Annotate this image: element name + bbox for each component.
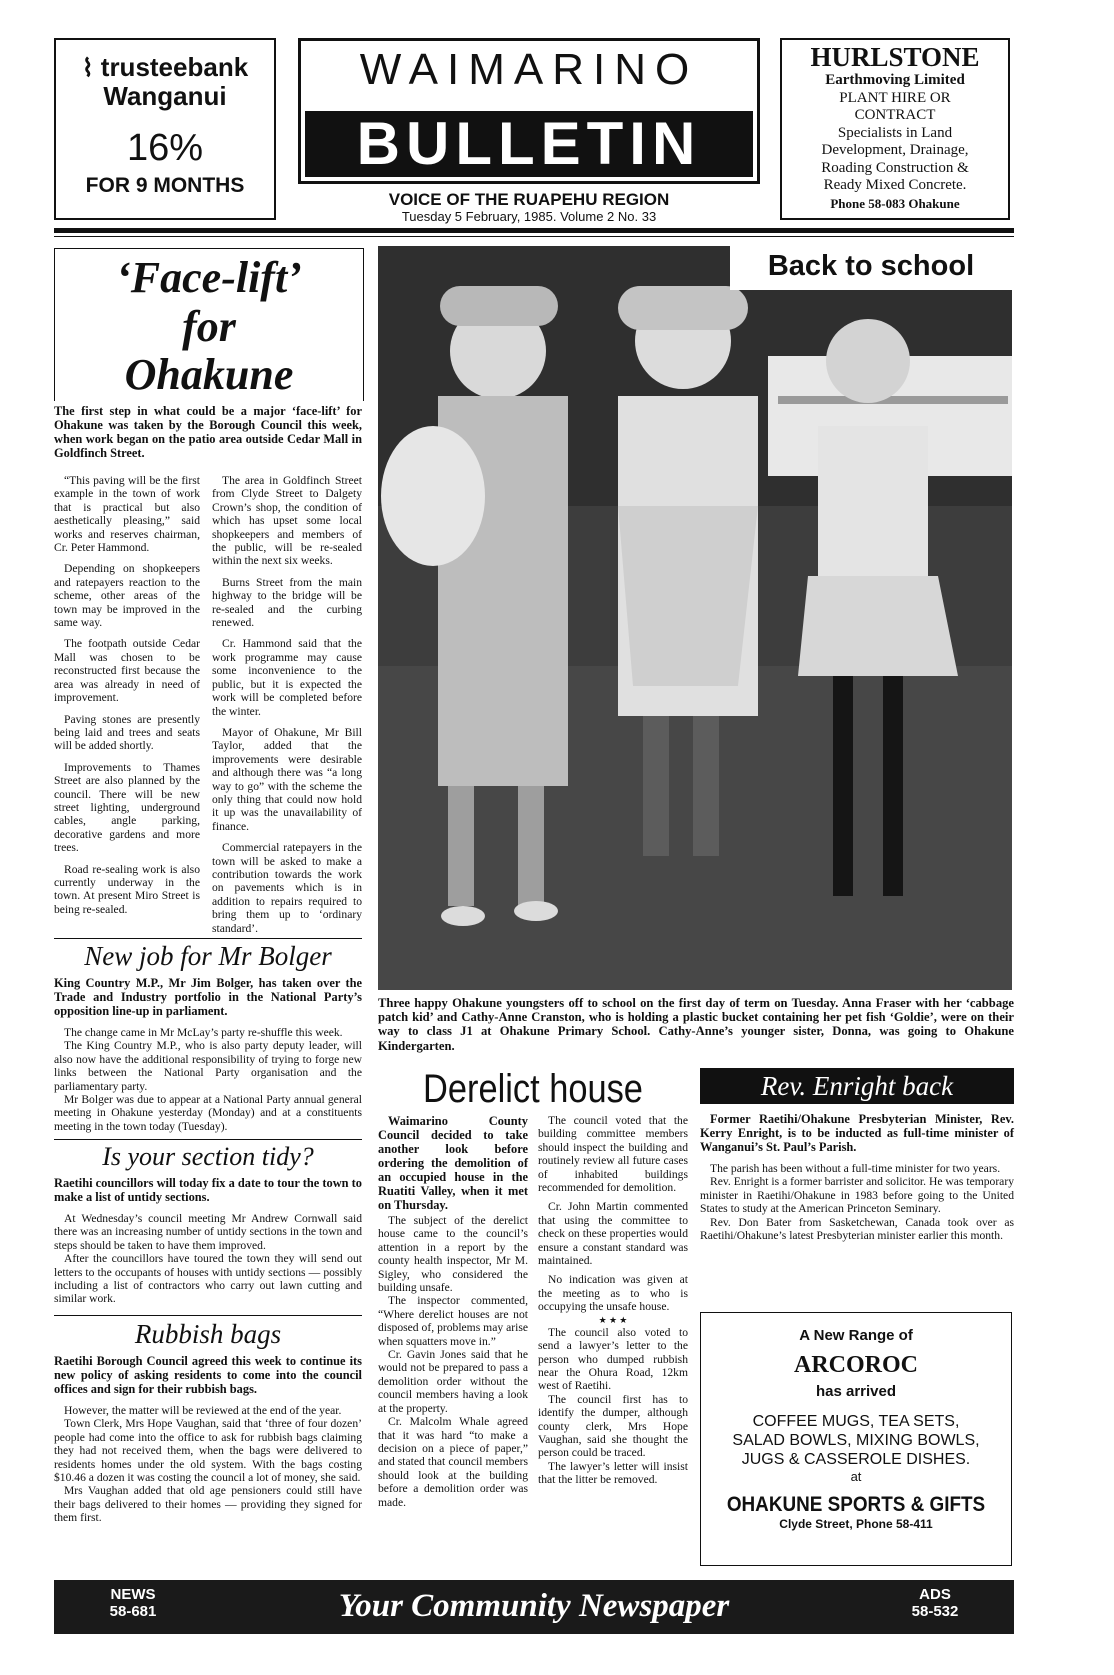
- paragraph: Rev. Don Bater from Sasketchewan, Canada took over as Raetihi/Ohakune’s latest Presbyterian minister earlier this month.: [700, 1215, 1014, 1243]
- paragraph: Mrs Vaughan added that old age pensioners could still have their bags delivered to their homes — providing they signed for them first.: [54, 1484, 362, 1525]
- footer-banner: [54, 1580, 1014, 1634]
- hurlstone-name: HURLSTONE: [810, 42, 980, 72]
- facelift-headline-3: Ohakune: [124, 350, 294, 399]
- ads-phone: 58-532: [911, 1603, 959, 1620]
- paragraph: Town Clerk, Mrs Hope Vaughan, said that ‘three of four dozen’ people had come into the office to ask for rubbish bags claiming they had not received them, when the bags were delivered to residents homes under the old system. With the bags costing $10.46 a dozen it was costing the council a lot of money, she said.: [54, 1417, 362, 1485]
- footer-slogan: Your Community Newspaper: [338, 1588, 730, 1624]
- section-headline: Is your section tidy?: [102, 1142, 314, 1171]
- bolger-body: [54, 976, 362, 1133]
- paragraph: Road re-sealing work is also currently underway in the town. At present Miro Street is being re-sealed.: [54, 862, 200, 916]
- back-to-school-heading: Back to school: [730, 246, 1012, 290]
- trustbank-ad: [54, 38, 276, 220]
- facelift-head-box: [54, 248, 364, 401]
- paragraph: The council first has to identify the dumper, although county clerk, Mrs Hope Vaughan, said she thought the person could be traced.: [538, 1392, 688, 1460]
- hurlstone-line: Specialists in Land: [837, 124, 953, 141]
- paragraph: No indication was given at the meeting as to who is occupying the unsafe house.: [538, 1273, 688, 1314]
- paragraph: The parish has been without a full-time minister for two years.: [710, 1162, 1001, 1175]
- paragraph: The area in Goldfinch Street from Clyde Street to Dalgety Crown’s shop, the condition of which has upset some local shopkeepers and members of the public, will be re-sealed within the next six weeks.: [212, 474, 362, 568]
- derelict-col-2: [538, 1114, 688, 1487]
- arcoroc-items-2: SALAD BOWLS, MIXING BOWLS,: [732, 1432, 980, 1449]
- paragraph: The subject of the derelict house came to the council’s attention in a report by the county health inspector, Mr M. Sigley, who considered the building unsafe.: [378, 1214, 528, 1295]
- paragraph: Rev. Enright is a former barrister and solicitor. He was temporary minister in Raetihi/Ohakune in 1983 before going to the United States to study at the American Princeton Seminary.: [700, 1175, 1014, 1216]
- arcoroc-at: at: [850, 1469, 862, 1484]
- arcoroc-items-3: JUGS & CASSEROLE DISHES.: [741, 1451, 971, 1468]
- paragraph: After the councillors have toured the town they will send out letters to the occupants of houses with untidy sections — possibly including a list of contractors who carry out lawn cutting and similar work.: [54, 1252, 362, 1306]
- paragraph: The footpath outside Cedar Mall was chosen to be reconstructed first because the area was already in need of improvement.: [54, 637, 200, 705]
- derelict-lead: Waimarino County Council decided to take another look before ordering the demolition of an occupied house in the Ruatiti Valley, when it met on Thursday.: [378, 1114, 528, 1212]
- arcoroc-shop: OHAKUNE SPORTS & GIFTS: [726, 1493, 986, 1516]
- paragraph: Cr. Malcolm Whale agreed that it was hard “to make a decision on a piece of paper,” and stated that council members should look at the building before a demolition order was made.: [378, 1415, 528, 1509]
- trustbank-term: FOR 9 MONTHS: [85, 174, 245, 197]
- arcoroc-arrived: has arrived: [815, 1383, 897, 1400]
- trustbank-city: Wanganui: [103, 81, 227, 111]
- hurlstone-phone: Phone 58-083 Ohakune: [830, 195, 960, 211]
- section-body: [54, 1176, 362, 1306]
- bolger-lead: King Country M.P., Mr Jim Bolger, has taken over the Trade and Industry portfolio in the National Party’s opposition line-up in parliament.: [54, 976, 362, 1018]
- trustbank-rate: 16%: [126, 127, 204, 169]
- title-bulletin: BULLETIN: [305, 111, 753, 177]
- hurlstone-sub: Earthmoving Limited: [825, 72, 965, 88]
- ads-contact: [900, 1586, 970, 1620]
- arcoroc-items-1: COFFEE MUGS, TEA SETS,: [752, 1413, 960, 1430]
- trustbank-brand: trusteebank: [100, 52, 249, 82]
- hurlstone-line: Development, Drainage,: [821, 142, 969, 158]
- enright-headline: Rev. Enright back: [700, 1068, 1014, 1104]
- hurlstone-line: PLANT HIRE OR: [839, 89, 951, 106]
- masthead-title-box: [298, 38, 760, 184]
- ads-label: ADS: [919, 1586, 951, 1603]
- arcoroc-intro: A New Range of: [799, 1327, 913, 1344]
- news-label: NEWS: [110, 1586, 156, 1603]
- paragraph: Cr. Hammond said that the work programme may cause some inconvenience to the public, but it is expected the work will be completed before the winter.: [212, 637, 362, 718]
- paragraph: Burns Street from the main highway to the bridge will be re-sealed and the curbing renewed.: [212, 575, 362, 630]
- hurlstone-line: Roading Construction &: [821, 159, 969, 176]
- photo-illustration: [378, 246, 1012, 990]
- derelict-col-1: [378, 1114, 528, 1509]
- rubbish-body: [54, 1354, 362, 1525]
- arcoroc-ad: [700, 1312, 1012, 1566]
- title-waimarino: WAIMARINO: [359, 45, 699, 94]
- paragraph: Mr Bolger was due to appear at a National Party annual general meeting in Ohakune yesterday (Monday) and at a constituents meeting in the town today (Tuesday).: [54, 1093, 362, 1133]
- news-phone: 58-681: [109, 1603, 157, 1620]
- hurlstone-line: Ready Mixed Concrete.: [823, 177, 967, 193]
- paragraph: At Wednesday’s council meeting Mr Andrew Cornwall said there was an increasing number of untidy sections in the town and steps should be taken to have them improved.: [54, 1212, 362, 1252]
- arcoroc-address: Clyde Street, Phone 58-411: [779, 1517, 933, 1531]
- rubbish-lead: Raetihi Borough Council agreed this week to continue its new policy of asking residents to come into the council offices and sign for their rubbish bags.: [54, 1354, 362, 1396]
- paragraph: Cr. Gavin Jones said that he would not be prepared to pass a demolition order without the council members having a look at the property.: [378, 1348, 528, 1415]
- rubbish-headline: Rubbish bags: [134, 1319, 282, 1349]
- paragraph: Improvements to Thames Street are also planned by the council. There will be new street lighting, underground cables, angle parking, decorative gardens and more trees.: [54, 760, 200, 855]
- paragraph: The King Country M.P., who is also party deputy leader, will also now have the additional responsibility of trying to forge new links between the National Party organisation and the parliamentary party.: [54, 1039, 362, 1093]
- paragraph: The council voted that the building committee members should inspect the building and routinely review all future cases of inhabited buildings recommended for demolition.: [538, 1114, 688, 1195]
- paragraph: The council also voted to send a lawyer’s letter to the person who dumped rubbish near the Ohura Road, 12km west of Raetihi.: [538, 1325, 688, 1393]
- enright-lead: Former Raetihi/Ohakune Presbyterian Minister, Rev. Kerry Enright, is to be inducted as full-time minister of Wanganui’s St. Paul’s Parish.: [700, 1112, 1014, 1154]
- paragraph: However, the matter will be reviewed at the end of the year.: [64, 1404, 342, 1417]
- facelift-body: [54, 404, 362, 468]
- facelift-lead: The first step in what could be a major ‘face-lift’ for Ohakune was taken by the Borough Council this week, when work began on the patio area outside Cedar Mall in Goldfinch Street.: [54, 404, 362, 460]
- paragraph: The inspector commented, “Where derelict houses are not disposed of, problems may arise when squatters move in.”: [378, 1294, 528, 1348]
- news-contact: [98, 1586, 168, 1620]
- section-lead: Raetihi councillors will today fix a date to tour the town to make a list of untidy sections.: [54, 1176, 362, 1204]
- back-to-school-photo: [378, 246, 1012, 990]
- paragraph: Depending on shopkeepers and ratepayers reaction to the scheme, other areas of the town may be improved in the same way.: [54, 562, 200, 630]
- dateline: Tuesday 5 February, 1985. Volume 2 No. 33: [401, 209, 657, 224]
- paragraph: Cr. John Martin commented that using the committee to check on these properties would ensure a constant standard was maintained.: [538, 1200, 688, 1268]
- facelift-headline-2: for: [182, 302, 236, 351]
- paragraph: Paving stones are presently being laid and trees and seats will be added shortly.: [54, 712, 200, 753]
- arcoroc-brand: ARCOROC: [794, 1352, 918, 1378]
- tagline: VOICE OF THE RUAPEHU REGION: [388, 190, 670, 209]
- bolger-headline: New job for Mr Bolger: [84, 941, 332, 971]
- trustbank-logo-icon: ⌇: [81, 55, 94, 82]
- photo-caption: Three happy Ohakune youngsters off to school on the first day of term on Tuesday. Anna Fraser with her ‘cabbage patch kid’ and Cathy-Anne Cranston, who is holding a plastic bucket containing her pet fish ‘Goldie’, were on their way to class J1 at Ohakune Primary School. Cathy-Anne’s younger sister, Donna, was going to Ohakune Kindergarten.: [378, 996, 1014, 1053]
- paragraph: Commercial ratepayers in the town will be asked to make a contribution towards the work on pavements which is in addition to repairs required to bring them up to ‘ordinary standard’.: [212, 841, 362, 935]
- hurlstone-line: CONTRACT: [854, 107, 936, 123]
- paragraph: Mayor of Ohakune, Mr Bill Taylor, added that the improvements were desirable and although there was “a long way to go” with the scheme the only thing that could now hold it up was the unavailability of finance.: [212, 725, 362, 833]
- facelift-headline-1: ‘Face-lift’: [116, 253, 302, 302]
- stars-divider: ★ ★ ★: [598, 1314, 628, 1325]
- facelift-col-1: [54, 474, 200, 924]
- facelift-col-2: [212, 474, 362, 943]
- derelict-headline: Derelict house: [423, 1067, 643, 1111]
- hurlstone-ad: [780, 38, 1010, 220]
- paragraph: “This paving will be the first example in the town of work that is practical but also aesthetically pleasing,” said works and reserves chairman, Cr. Peter Hammond.: [54, 474, 200, 555]
- paragraph: The change came in Mr McLay’s party re-shuffle this week.: [64, 1026, 343, 1039]
- paragraph: The lawyer’s letter will insist that the litter be removed.: [538, 1459, 688, 1487]
- masthead-rule: [54, 228, 1014, 233]
- enright-body: [700, 1112, 1014, 1242]
